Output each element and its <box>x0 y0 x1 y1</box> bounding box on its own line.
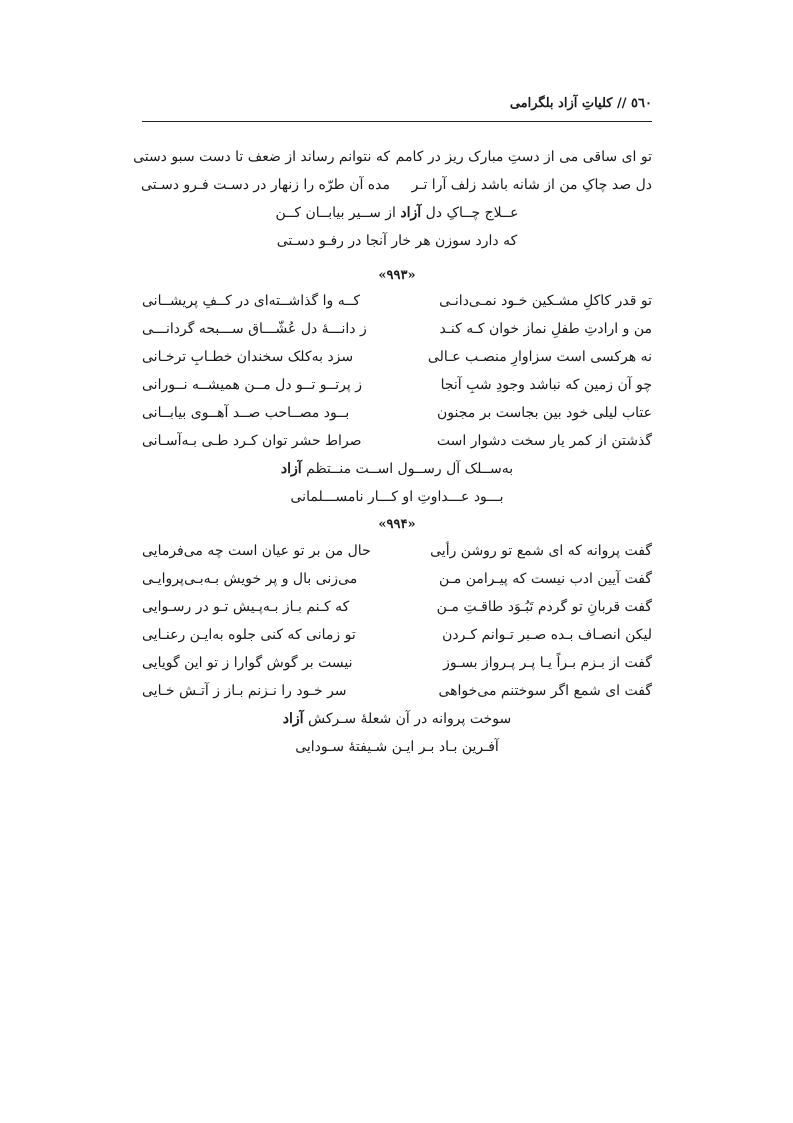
hemistich-first: لیکن انصـاف بـده صـبر تـوانم کـردن <box>442 627 652 643</box>
hemistich-first: گفت قربانِ تو گردم تَبُـوَد طاقـتِ مـن <box>436 599 652 615</box>
hemistich-first: گذشتن از کمر یار سخت دشوار است <box>436 433 652 449</box>
hemistich-second: صراط حشر توان کـرد طـی بـه‌آسـانی <box>142 433 362 449</box>
book-title: کلیاتِ آزاد بلگرامی <box>509 96 613 111</box>
couplet <box>142 621 652 649</box>
couplet <box>142 171 652 199</box>
hemistich-second: که کـنم بـاز بـه‌پـیش تـو در رسـوایی <box>142 599 350 615</box>
hemistich-first: دل صد چاکِ من از شانه باشد زلف آرا تـر <box>411 177 652 193</box>
hemistich-first: گفت آیین ادب نیست که پیـرامن مـن <box>439 571 652 587</box>
couplet <box>142 565 652 593</box>
closing-line: که دارد سوزن هر خار آنجا در رفـو دسـتی <box>276 233 518 249</box>
closing-line: بـــود عـــداوتِ او کـــار نامســـلمانی <box>290 489 504 505</box>
hemistich-second: که نتوانم رساند از ضعف تا دست سبو دستی <box>133 149 390 165</box>
couplet <box>142 315 652 343</box>
hemistich-first: تو ای ساقی می از دستِ مبارک ریز در کامم <box>395 149 652 165</box>
hemistich-first: من و ارادتِ طفلِ نماز خوان کـه کنـد <box>439 321 652 337</box>
hemistich-first: گفت از بـزم بـراً یـا پـر پـرواز بسـوز <box>443 655 652 671</box>
header-rule <box>142 121 652 122</box>
poet-name: آزاد <box>280 461 302 477</box>
hemistich-second: بــود مصــاحب صــد آهــوی بیابــانی <box>142 405 350 421</box>
couplet <box>133 143 652 171</box>
hemistich-second: سزد به‌کلک سخندان خطـابِ ترخـانی <box>142 349 354 365</box>
poet-name: آزاد <box>400 205 422 221</box>
poem-993 <box>142 287 652 511</box>
poem-994 <box>142 537 652 761</box>
couplet <box>142 593 652 621</box>
hemistich-first: تو قدر کاکلِ مشـکین خـود نمـی‌دانـی <box>439 293 652 309</box>
closing-line: سوخت پروانه در آن شعلهٔ سـرکش آزاد <box>282 711 512 727</box>
hemistich-first: نه هرکسی است سزاوارِ منصـب عـالی <box>427 349 652 365</box>
page-header <box>142 96 652 111</box>
hemistich-second: می‌زنی بال و پر خویش بـه‌بـی‌پروایـی <box>142 571 358 587</box>
closing-line: عــلاج چــاکِ دل آزاد از ســیر بیابــان کــن <box>275 205 519 221</box>
hemistich-first: عتاب لیلی خود بین بجاست بر مجنون <box>437 405 652 421</box>
closing-line: به‌ســلک آل رســول اســت منــتظم آزاد <box>280 461 514 477</box>
hemistich-second: تو زمانی که کنی جلوه به‌ایـن رعنـایی <box>142 627 356 643</box>
hemistich-second: حال من بر تو عیان است چه می‌فرمایی <box>142 543 371 559</box>
couplet <box>142 537 652 565</box>
hemistich-second: نیست بر گوش گوارا ز تو این گویایی <box>142 655 353 671</box>
intro-poem <box>133 143 652 255</box>
couplet <box>142 399 652 427</box>
couplet <box>142 343 652 371</box>
poem-number: «۹۹۳» <box>378 268 416 283</box>
hemistich-first: گفت ای شمع اگر سوختنم می‌خواهی <box>438 683 652 699</box>
couplet <box>142 287 652 315</box>
couplet <box>142 649 652 677</box>
closing-line: آفـرین بـاد بـر ایـن شـیفتهٔ سـودایی <box>295 739 499 755</box>
couplet <box>142 427 652 455</box>
page-number: ٥٦٠ <box>631 96 652 111</box>
poet-name: آزاد <box>282 711 304 727</box>
hemistich-second: مده آن طرّه را زنهار در دسـت فـرو دسـتی <box>141 177 390 193</box>
hemistich-second: ز پرتــو تــو دل مــن همیشــه نــورانی <box>142 377 362 393</box>
couplet <box>142 371 652 399</box>
hemistich-first: گفت پروانه که ای شمع تو روشن رأیی <box>430 543 652 559</box>
poem-number: «۹۹۴» <box>378 517 416 532</box>
hemistich-second: سر خـود را نـزنم بـاز ز آتـش خـایی <box>142 683 347 699</box>
hemistich-second: ز دانـــهٔ دل عُشّـــاق ســـبحه گردانـــی <box>142 321 367 337</box>
couplet <box>142 677 652 705</box>
header-separator: // <box>617 96 627 111</box>
hemistich-second: کــه وا گذاشــته‌ای در کــفِ پریشــانی <box>142 293 361 309</box>
hemistich-first: چو آن زمین که نباشد وجودِ شبِ آنجا <box>440 377 652 393</box>
